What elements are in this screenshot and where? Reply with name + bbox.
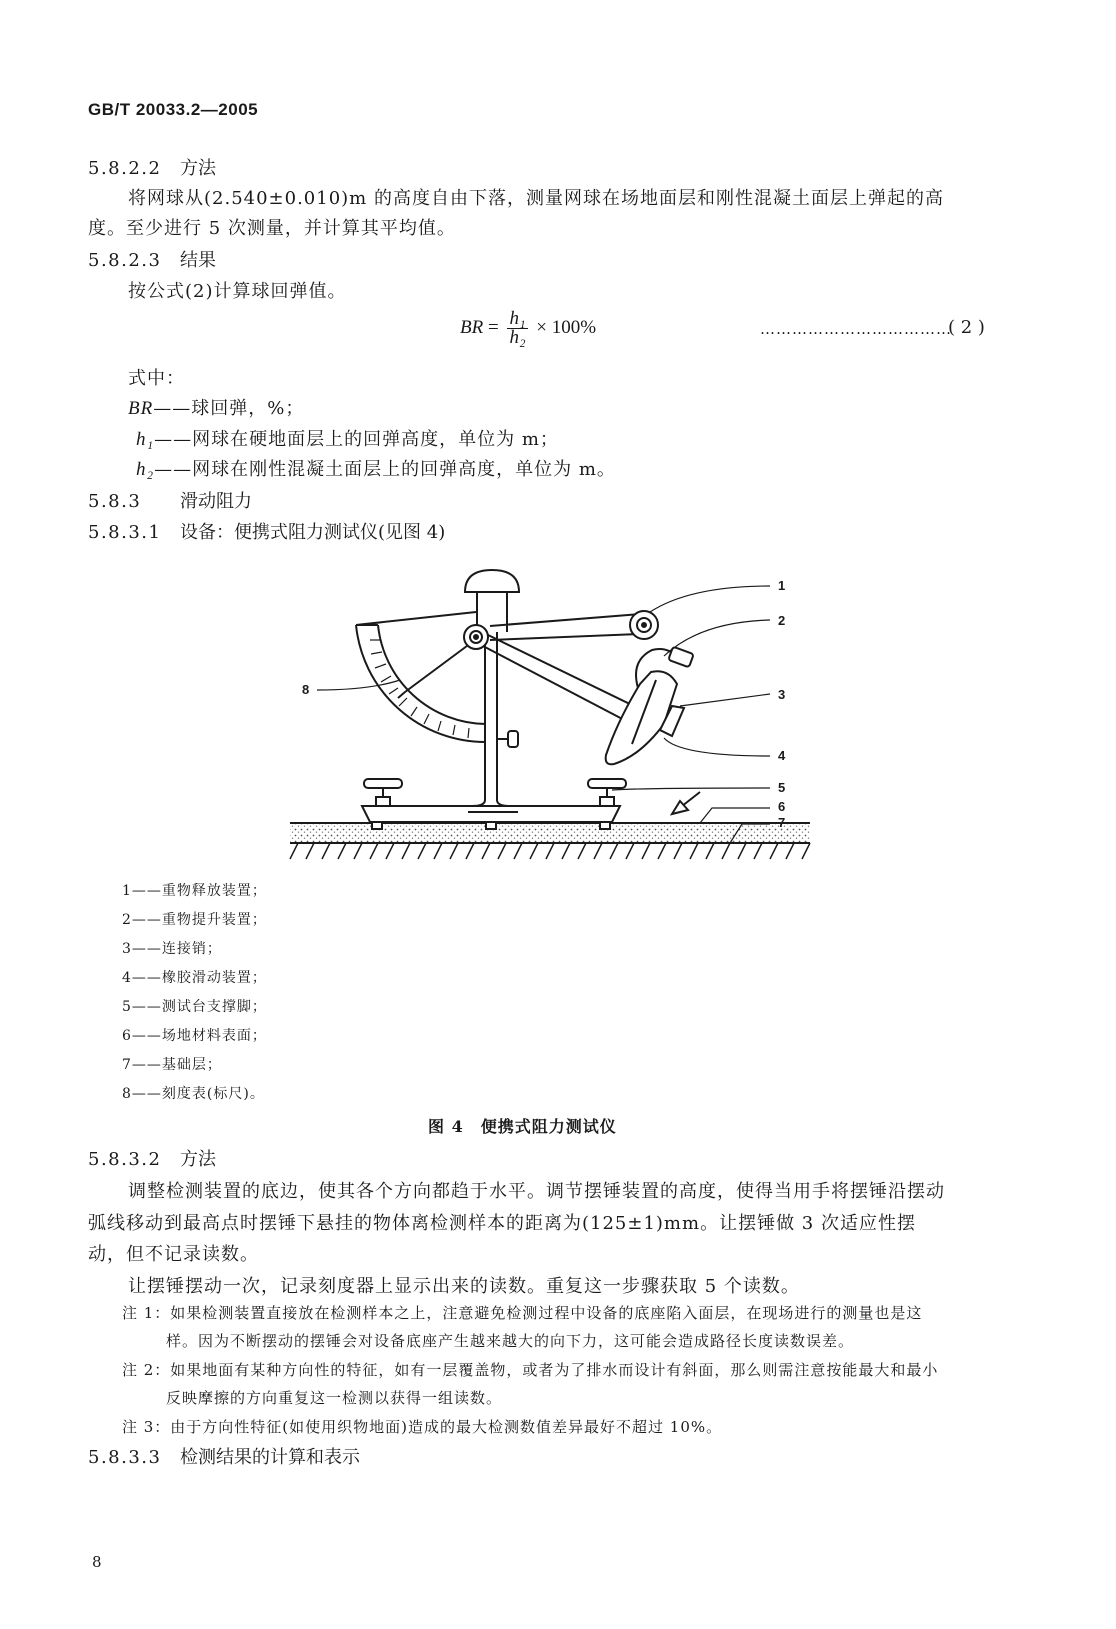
paragraph-line: 调整检测装置的底边，使其各个方向都趋于水平。调节摆锤装置的高度，使得当用手将摆锤沿摆动 (128, 1181, 945, 1202)
where-desc: ——球回弹，%； (153, 398, 305, 419)
note-3-line1: 注 3：由于方向性特征(如使用织物地面)造成的最大检测数值差异最好不超过 10%。 (122, 1418, 723, 1436)
section-number: 5.8.3.2 (88, 1149, 162, 1170)
section-title: 结果 (180, 250, 216, 271)
where-item (136, 455, 616, 481)
callout-8: 8 (302, 682, 310, 697)
section-number: 5.8.2.3 (88, 250, 162, 271)
where-desc: ——网球在刚性混凝土面层上的回弹高度，单位为 m。 (154, 459, 616, 480)
figure-legend-item: 8——刻度表(标尺)。 (122, 1086, 265, 1102)
section-number: 5.8.3 (88, 491, 142, 512)
formula-leader: ……………………………… (760, 320, 952, 338)
where-symbol: BR (128, 398, 154, 419)
ground-hatching (290, 843, 810, 859)
note-1-line1: 注 1：如果检测装置直接放在检测样本之上，注意避免检测过程中设备的底座陷入面层，在现场进行的测量也是这 (122, 1304, 923, 1322)
callout-4: 4 (778, 748, 786, 763)
figure-legend-item: 3——连接销； (122, 941, 222, 957)
where-intro: 式中： (128, 368, 185, 389)
section-title: 滑动阻力 (180, 491, 252, 512)
note-2-line2: 反映摩擦的方向重复这一检测以获得一组读数。 (166, 1389, 503, 1407)
section-title: 方法 (180, 158, 216, 179)
section-5832-heading (88, 1145, 216, 1171)
note-1-line2: 样。因为不断摆动的摆锤会对设备底座产生越来越大的向下力，这可能会造成路径长度读数误差。 (166, 1332, 855, 1350)
figure-caption: 图 4 便携式阻力测试仪 (428, 1117, 617, 1136)
paragraph-line: 将网球从(2.540±0.010)m 的高度自由下落，测量网球在场地面层和刚性混凝土面层上弹起的高 (128, 188, 944, 209)
callout-7: 7 (778, 815, 786, 830)
formula-numerator: h₁ (509, 308, 526, 329)
figure-legend-item: 6——场地材料表面； (122, 1028, 267, 1044)
figure-legend-item: 2——重物提升装置； (122, 912, 267, 928)
figure-legend-item: 1——重物释放装置； (122, 883, 267, 899)
callout-1: 1 (778, 578, 786, 593)
paragraph-line: 让摆锤摆动一次，记录刻度器上显示出来的读数。重复这一步骤获取 5 个读数。 (128, 1276, 800, 1297)
formula-denominator: h₂ (509, 327, 526, 348)
figure-legend-item: 4——橡胶滑动装置； (122, 970, 267, 986)
where-item (128, 394, 304, 420)
where-desc: ——网球在硬地面层上的回弹高度，单位为 m； (154, 429, 559, 450)
callout-6: 6 (778, 799, 786, 814)
paragraph-line: 弧线移动到最高点时摆锤下悬挂的物体离检测样本的距离为(125±1)mm。让摆锤做 3 次适应性摆 (88, 1213, 916, 1234)
figure-legend-item: 5——测试台支撑脚； (122, 999, 267, 1015)
pendulum-tester-figure (280, 555, 820, 870)
apparatus-lines (290, 570, 810, 859)
paragraph-line: 动，但不记录读数。 (88, 1244, 259, 1265)
callout-5: 5 (778, 780, 786, 795)
paragraph-line: 按公式(2)计算球回弹值。 (128, 281, 347, 302)
section-5822-heading (88, 154, 216, 180)
where-symbol: h₂ (136, 459, 155, 480)
section-number: 5.8.3.3 (88, 1447, 162, 1468)
where-symbol: h₁ (136, 429, 155, 450)
section-5823-heading (88, 246, 216, 272)
formula-number: ( 2 ) (948, 317, 985, 338)
formula-fraction (507, 310, 527, 347)
section-number: 5.8.3.1 (88, 522, 162, 543)
section-number: 5.8.2.2 (88, 158, 162, 179)
note-2-line1: 注 2：如果地面有某种方向性的特征，如有一层覆盖物，或者为了排水而设计有斜面，那么则需注意按能最大和最小 (122, 1361, 939, 1379)
paragraph-line: 度。至少进行 5 次测量，并计算其平均值。 (88, 218, 456, 239)
section-5833-heading (88, 1443, 360, 1469)
section-583-heading (88, 487, 252, 513)
standard-header: GB/T 20033.2—2005 (88, 100, 259, 119)
formula (460, 310, 596, 347)
where-item (136, 425, 559, 451)
callout-2: 2 (778, 613, 786, 628)
section-title: 设备：便携式阻力测试仪(见图 4) (180, 522, 446, 543)
section-title: 检测结果的计算和表示 (180, 1447, 360, 1468)
figure-callout-labels (302, 578, 786, 830)
section-5831-heading (88, 518, 445, 544)
callout-3: 3 (778, 687, 786, 702)
section-title: 方法 (180, 1149, 216, 1170)
formula-lhs: BR (460, 316, 484, 338)
formula-rhs: × 100% (536, 316, 597, 338)
page-number: 8 (92, 1553, 102, 1571)
figure-legend-item: 7——基础层； (122, 1057, 222, 1073)
formula-equals: = (487, 316, 499, 338)
